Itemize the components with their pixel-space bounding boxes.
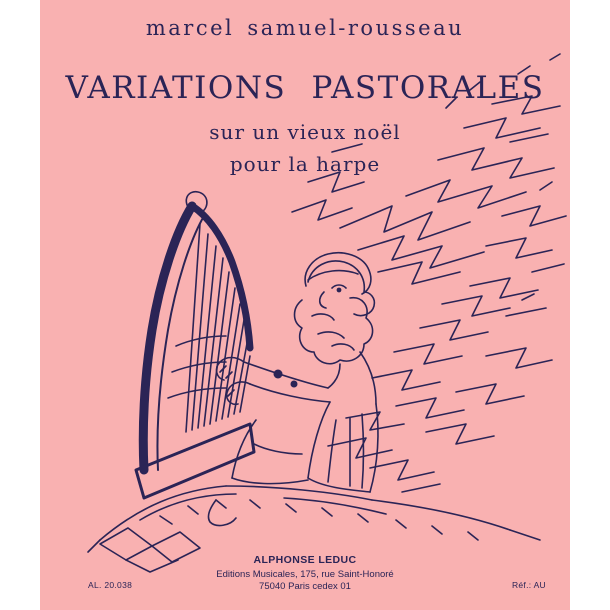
plate-number: AL. 20.038	[88, 580, 133, 590]
reference-code: Réf.: AU	[511, 580, 546, 590]
sheet-music-cover	[40, 0, 570, 610]
publisher-name: ALPHONSE LEDUC	[253, 554, 357, 566]
publisher-address-line-2: 75040 Paris cedex 01	[259, 581, 351, 592]
subtitle-line-2: pour la harpe	[229, 152, 381, 176]
cover-inner	[40, 0, 570, 610]
publisher-address-line-1: Editions Musicales, 175, rue Saint-Honoré	[216, 569, 394, 580]
subtitle-line-1: sur un vieux noël	[209, 120, 401, 144]
composer-name: marcel samuel-rousseau	[145, 16, 465, 40]
page-title: VARIATIONS PASTORALES	[65, 70, 545, 106]
